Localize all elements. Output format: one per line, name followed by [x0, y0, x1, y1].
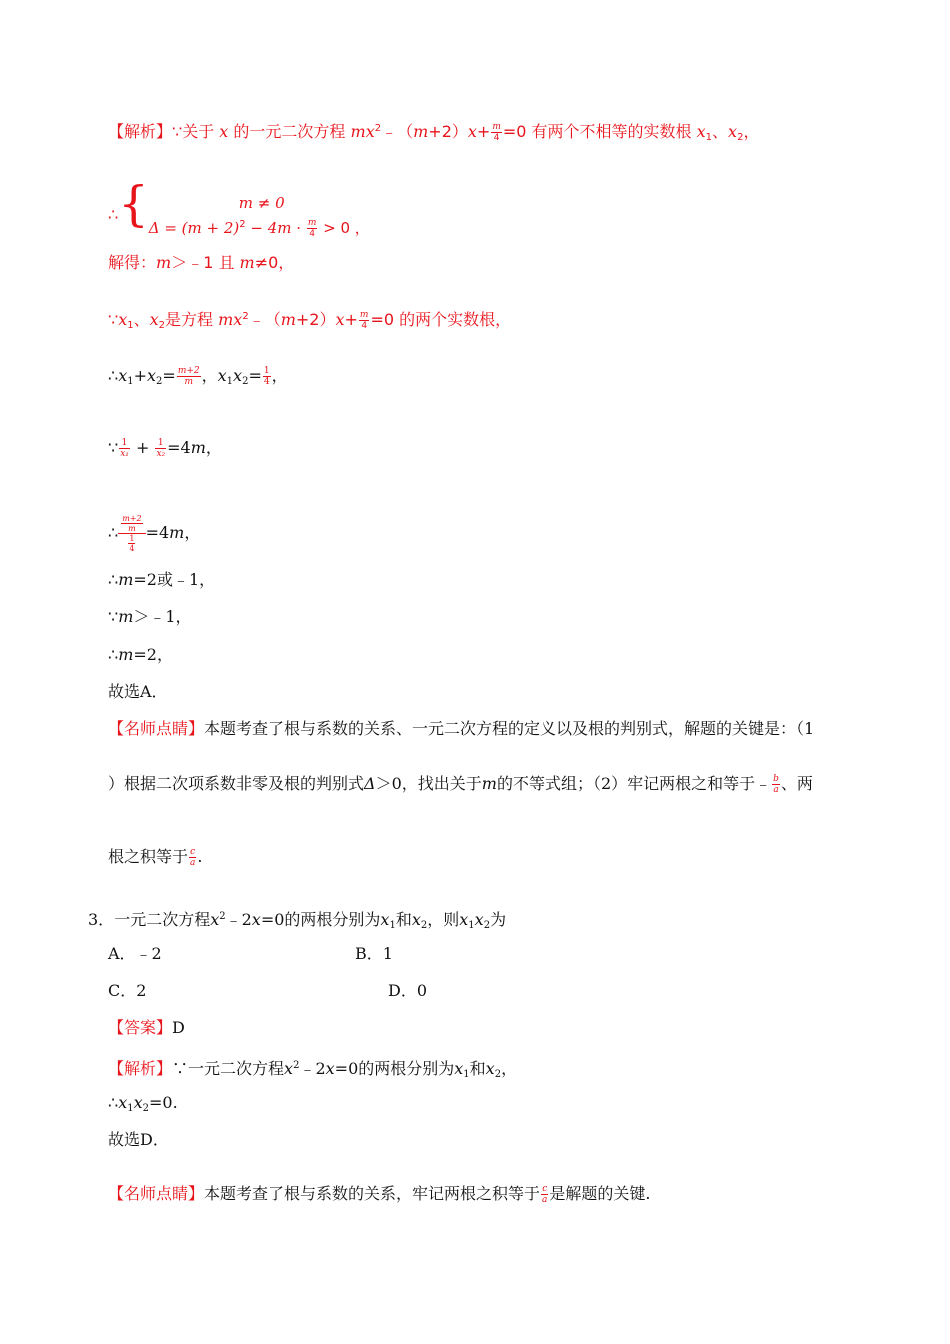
- solve-line: 解得：m＞﹣1 且 m≠0，: [108, 253, 295, 272]
- left-brace: {: [118, 176, 149, 232]
- result-line-1: ∴m=2或﹣1，: [108, 570, 216, 589]
- tip1-line-3: 根之积等于 $\frac{c}{a}$ .: [108, 847, 203, 868]
- tip1-line-1: 【名师点睛】本题考查了根与系数的关系、一元二次方程的定义以及根的判别式，解题的关键是：（1: [108, 719, 815, 738]
- system-row-2: $\Delta = (m + 2)^2 - 4m$ · $\frac{m}{4}$ > 0 ，: [148, 218, 370, 239]
- option-a: A．﹣2: [108, 944, 162, 963]
- analysis3-tag: 【解析】: [108, 1059, 173, 1078]
- roots-line: $\because x_1$、$x_2$是方程 $mx^2﹣(m+2)x+$ $\frac{m}{4}$ =0 的两个实数根，: [108, 310, 512, 331]
- question-3: 3．一元二次方程$x^2﹣2x=0$的两根分别为$x_1$和$x_2$，则$x_1x_2$为: [88, 910, 507, 931]
- tip1-line-2: ）根据二次项系数非零及根的判别式Δ＞0，找出关于m的不等式组；（2）牢记两根之和等于﹣ $\frac{b}{a}$ 、两: [108, 774, 813, 795]
- choice-line-1: 故选A．: [108, 682, 168, 701]
- product3-line: $\therefore x_1x_2=0$.: [108, 1093, 178, 1114]
- choice-line-3: 故选D．: [108, 1130, 169, 1149]
- vieta-line: $\therefore x_1+x_2=$ $\frac{m+2}{m}$ ，$x_1x_2=$ $\frac{1}{4}$ ，: [108, 366, 288, 387]
- answer-line: [108, 1017, 185, 1039]
- analysis-intro-line: [108, 118, 759, 149]
- result-line-3: ∴m=2，: [108, 645, 173, 664]
- m-over-4-fraction: $\frac{m}{4}$: [492, 122, 501, 143]
- answer-value: D: [172, 1018, 185, 1037]
- tip3-line: 【名师点睛】本题考查了根与系数的关系，牢记两根之积等于 $\frac{c}{a}$ 是解题的关键.: [108, 1184, 651, 1205]
- tip-tag: 【名师点睛】: [108, 719, 205, 738]
- option-c: C．2: [108, 981, 147, 1000]
- option-b: B．1: [355, 944, 393, 963]
- substituted-line: ∴ $\frac{\frac{m+2}{m}}{\frac{1}{4}}$ =4m，: [108, 514, 201, 553]
- analysis-tag: 【解析】: [108, 122, 173, 141]
- result-line-2: ∵m＞﹣1，: [108, 607, 192, 626]
- therefore-symbol: ∴: [108, 205, 119, 224]
- system-row-1: m ≠ 0: [238, 194, 285, 212]
- condition-line: ∵ $\frac{1}{\text{x₁}}$ + $\frac{1}{\text{x₂}}$ =4m，: [108, 438, 222, 459]
- system-rows: [149, 192, 370, 239]
- tip3-tag: 【名师点睛】: [108, 1184, 205, 1203]
- compound-fraction: $\frac{\frac{m+2}{m}}{\frac{1}{4}}$: [118, 514, 145, 553]
- inequality-system: [108, 176, 370, 239]
- option-d: D．0: [388, 981, 428, 1000]
- answer-tag: 【答案】: [108, 1018, 173, 1037]
- analysis3-line: 【解析】∵一元二次方程$x^2﹣2x=0$的两根分别为$x_1$和$x_2$，: [108, 1059, 518, 1080]
- analysis-intro-text: ∵关于 x 的一元二次方程 $mx^2﹣(m+2)x+$ $\frac{m}{4}$ =0 有两个不相等的实数根 $x_1$、$x_2$，: [172, 122, 760, 143]
